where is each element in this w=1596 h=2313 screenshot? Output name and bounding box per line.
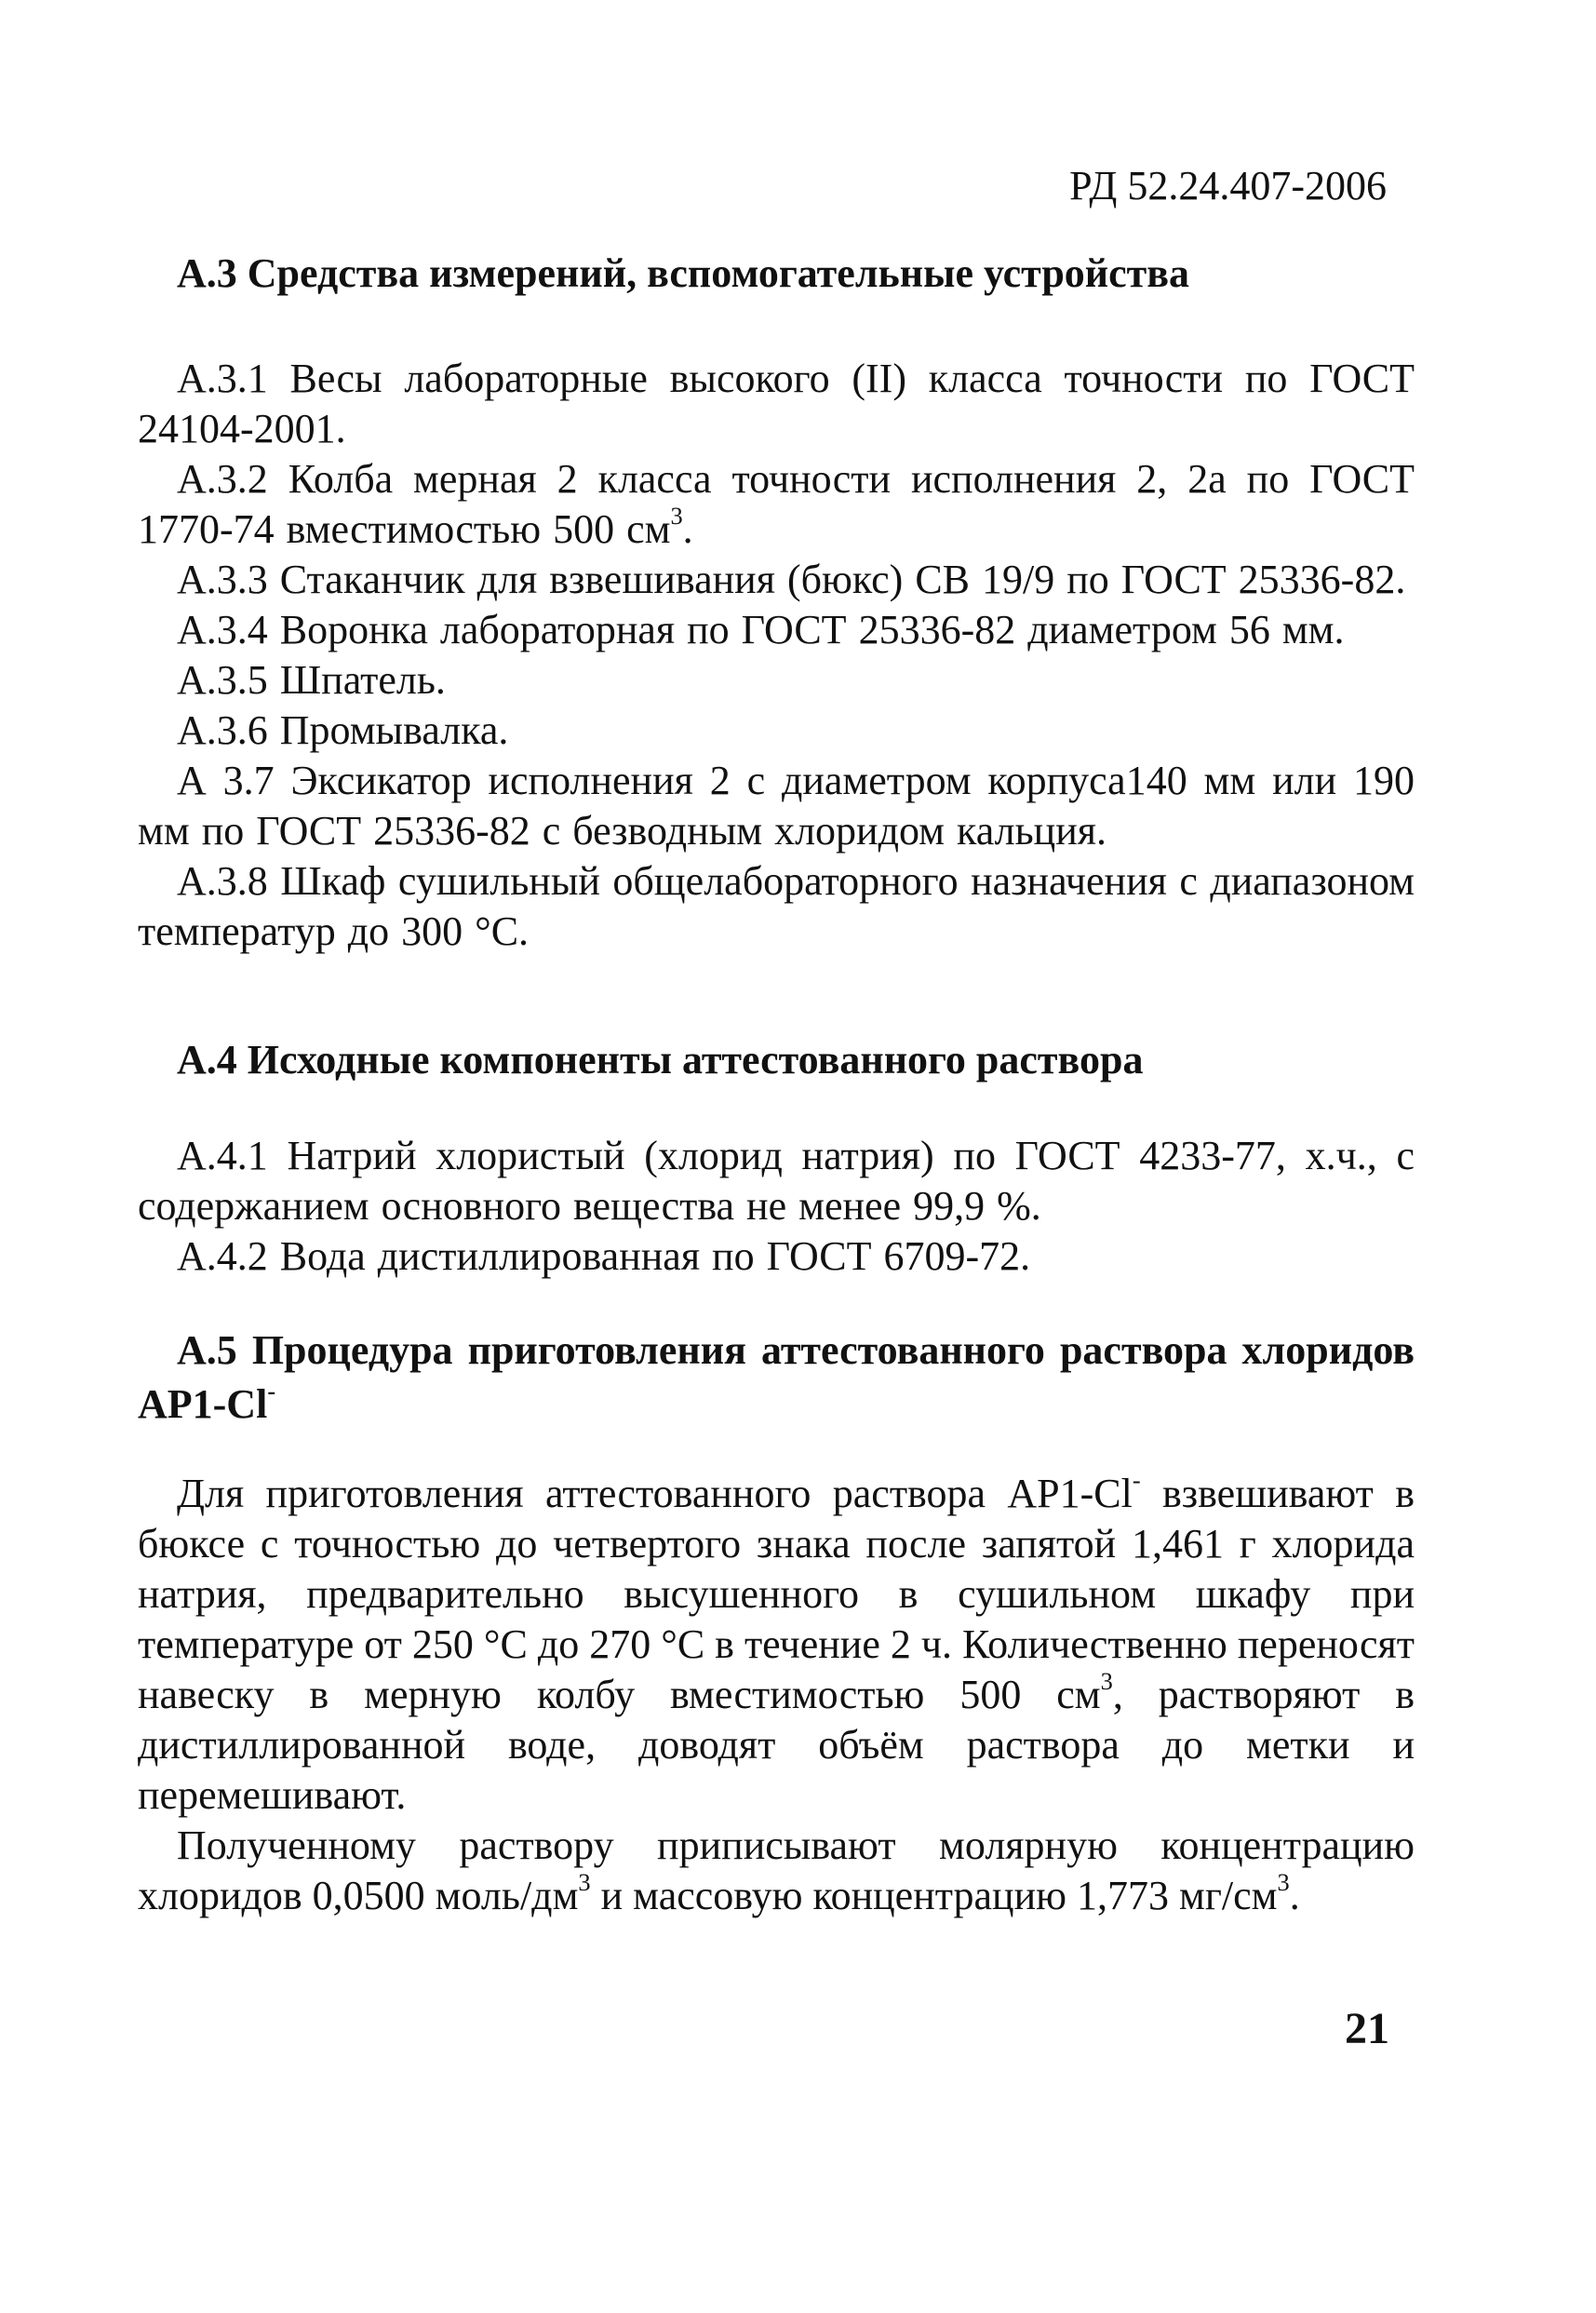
page-number: 21 xyxy=(1345,2004,1389,2053)
a5-p2-sup-2: 3 xyxy=(1277,1868,1290,1897)
section-a4-items xyxy=(138,1131,1415,1282)
item-a3-6: А.3.6 Промывалка. xyxy=(177,707,509,753)
a5-p1-text-3: , растворяют в дистиллированной воде, доводят объём раствора до метки и перемешивают. xyxy=(138,1672,1415,1818)
a5-p1-sup-2: 3 xyxy=(1100,1667,1113,1696)
section-a3-heading: А.3 Средства измерений, вспомогательные устройства xyxy=(177,250,1190,296)
item-a4-1: А.4.1 Натрий хлористый (хлорид натрия) по ГОСТ 4233-77, х.ч., с содержанием основного вещества не менее 99,9 %. xyxy=(138,1133,1415,1229)
section-a5-heading-sup: - xyxy=(267,1377,276,1405)
a5-p2-text-1: Полученному раствору приписывают молярную концентрацию хлоридов 0,0500 моль/дм xyxy=(138,1822,1415,1918)
section-a4-heading: А.4 Исходные компоненты аттестованного раствора xyxy=(177,1037,1144,1083)
item-a3-2 xyxy=(138,454,1415,555)
item-a3-3: А.3.3 Стаканчик для взвешивания (бюкс) СВ 19/9 по ГОСТ 25336-82. xyxy=(177,557,1406,602)
section-a5-heading xyxy=(138,1324,1415,1432)
a5-p1-text-1: Для приготовления аттестованного раствора АР1-Cl xyxy=(177,1471,1133,1516)
item-a3-1: А.3.1 Весы лабораторные высокого (II) класса точности по ГОСТ 24104-2001. xyxy=(138,356,1415,451)
section-a3-items xyxy=(138,354,1415,957)
a5-p2-text-2: и массовую концентрацию 1,773 мг/см xyxy=(590,1873,1278,1918)
section-a5-paragraph-1 xyxy=(138,1466,1415,1821)
item-a3-4: А.3.4 Воронка лабораторная по ГОСТ 25336-82 диаметром 56 мм. xyxy=(177,607,1345,652)
section-a5-heading-text: А.5 Процедура приготовления аттестованного раствора хлоридов АР1-Cl xyxy=(138,1327,1415,1427)
a5-p2-sup-1: 3 xyxy=(578,1868,591,1897)
item-a3-8: А.3.8 Шкаф сушильный общелабораторного назначения с диапазоном температур до 300 °С. xyxy=(138,858,1415,954)
item-a4-2: А.4.2 Вода дистиллированная по ГОСТ 6709-72. xyxy=(177,1233,1031,1279)
item-a3-5: А.3.5 Шпатель. xyxy=(177,657,446,703)
section-a5-paragraph-2 xyxy=(138,1821,1415,1921)
item-a3-2-text: А.3.2 Колба мерная 2 класса точности исполнения 2, 2а по ГОСТ 1770-74 вместимостью 500 см xyxy=(138,456,1415,552)
a5-p1-sup-1: - xyxy=(1132,1466,1141,1495)
item-a3-2-sup: 3 xyxy=(670,502,683,531)
item-a3-7: А 3.7 Эксикатор исполнения 2 с диаметром корпуса140 мм или 190 мм по ГОСТ 25336-82 с безводным хлоридом кальция. xyxy=(138,758,1415,854)
section-a5-body xyxy=(138,1466,1415,1921)
item-a3-2-tail: . xyxy=(682,506,693,552)
a5-p1-text-2: взвешивают в бюксе с точностью до четвертого знака после запятой 1,461 г хлорида натрия, предварительно высушенного в сушильном шкафу при температуре от 250 °С до 270 °С в течение 2 ч. Количественно переносят навеску в мерную колбу вместимостью 500 см xyxy=(138,1471,1415,1717)
document-code: РД 52.24.407-2006 xyxy=(1069,163,1387,208)
a5-p2-text-3: . xyxy=(1289,1873,1300,1918)
